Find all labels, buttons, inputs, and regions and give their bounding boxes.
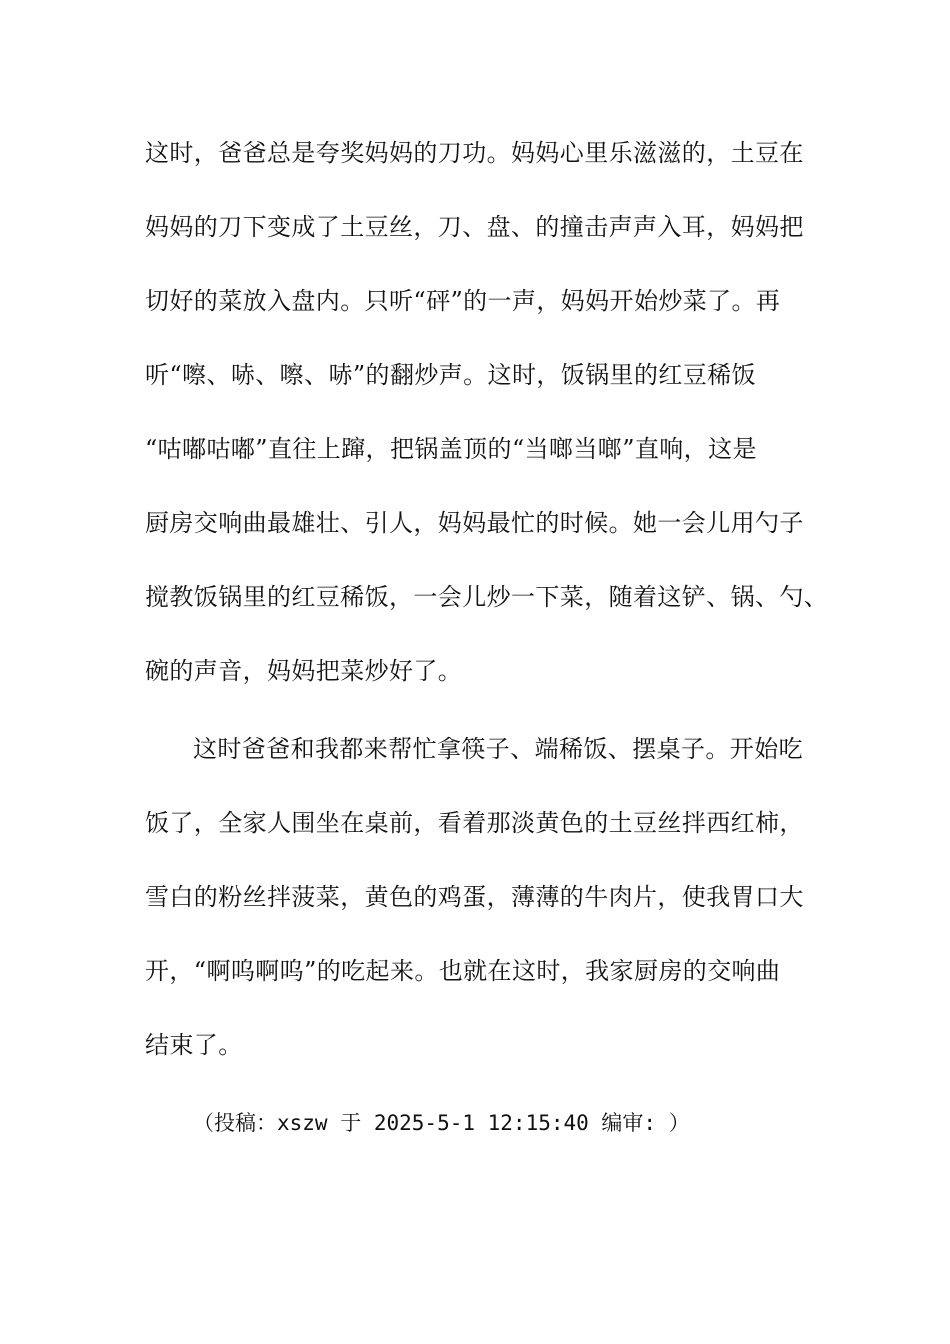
paragraph-line: 这时爸爸和我都来帮忙拿筷子、端稀饭、摆桌子。开始吃	[193, 735, 803, 763]
submission-footer: （投稿：xszw 于 2025-5-1 12:15:40 编审: ）	[193, 1111, 690, 1135]
paragraph-line: 厨房交响曲最雄壮、引人，妈妈最忙的时候。她一会儿用勺子	[145, 509, 804, 537]
paragraph-line: 这时，爸爸总是夸奖妈妈的刀功。妈妈心里乐滋滋的，土豆在	[145, 139, 804, 167]
paragraph-line: 听“嚓、哧、嚓、哧”的翻炒声。这时，饭锅里的红豆稀饭	[145, 361, 756, 389]
paragraph-line: 搅教饭锅里的红豆稀饭，一会儿炒一下菜，随着这铲、锅、勺、	[145, 583, 829, 611]
paragraph-line: “咕嘟咕嘟”直往上蹿，把锅盖顶的“当啷当啷”直响，这是	[145, 435, 757, 463]
paragraph-line: 妈妈的刀下变成了土豆丝，刀、盘、的撞击声声入耳，妈妈把	[145, 213, 804, 241]
paragraph-line: 开，“啊呜啊呜”的吃起来。也就在这时，我家厨房的交响曲	[145, 957, 781, 985]
paragraph-line: 结束了。	[145, 1031, 243, 1059]
paragraph-line: 饭了，全家人围坐在桌前，看着那淡黄色的土豆丝拌西红柿，	[145, 809, 804, 837]
paragraph-line: 切好的菜放入盘内。只听“砰”的一声，妈妈开始炒菜了。再	[145, 287, 781, 315]
paragraph-line: 雪白的粉丝拌菠菜，黄色的鸡蛋，薄薄的牛肉片，使我胃口大	[145, 883, 804, 911]
paragraph-line: 碗的声音，妈妈把菜炒好了。	[145, 657, 463, 685]
